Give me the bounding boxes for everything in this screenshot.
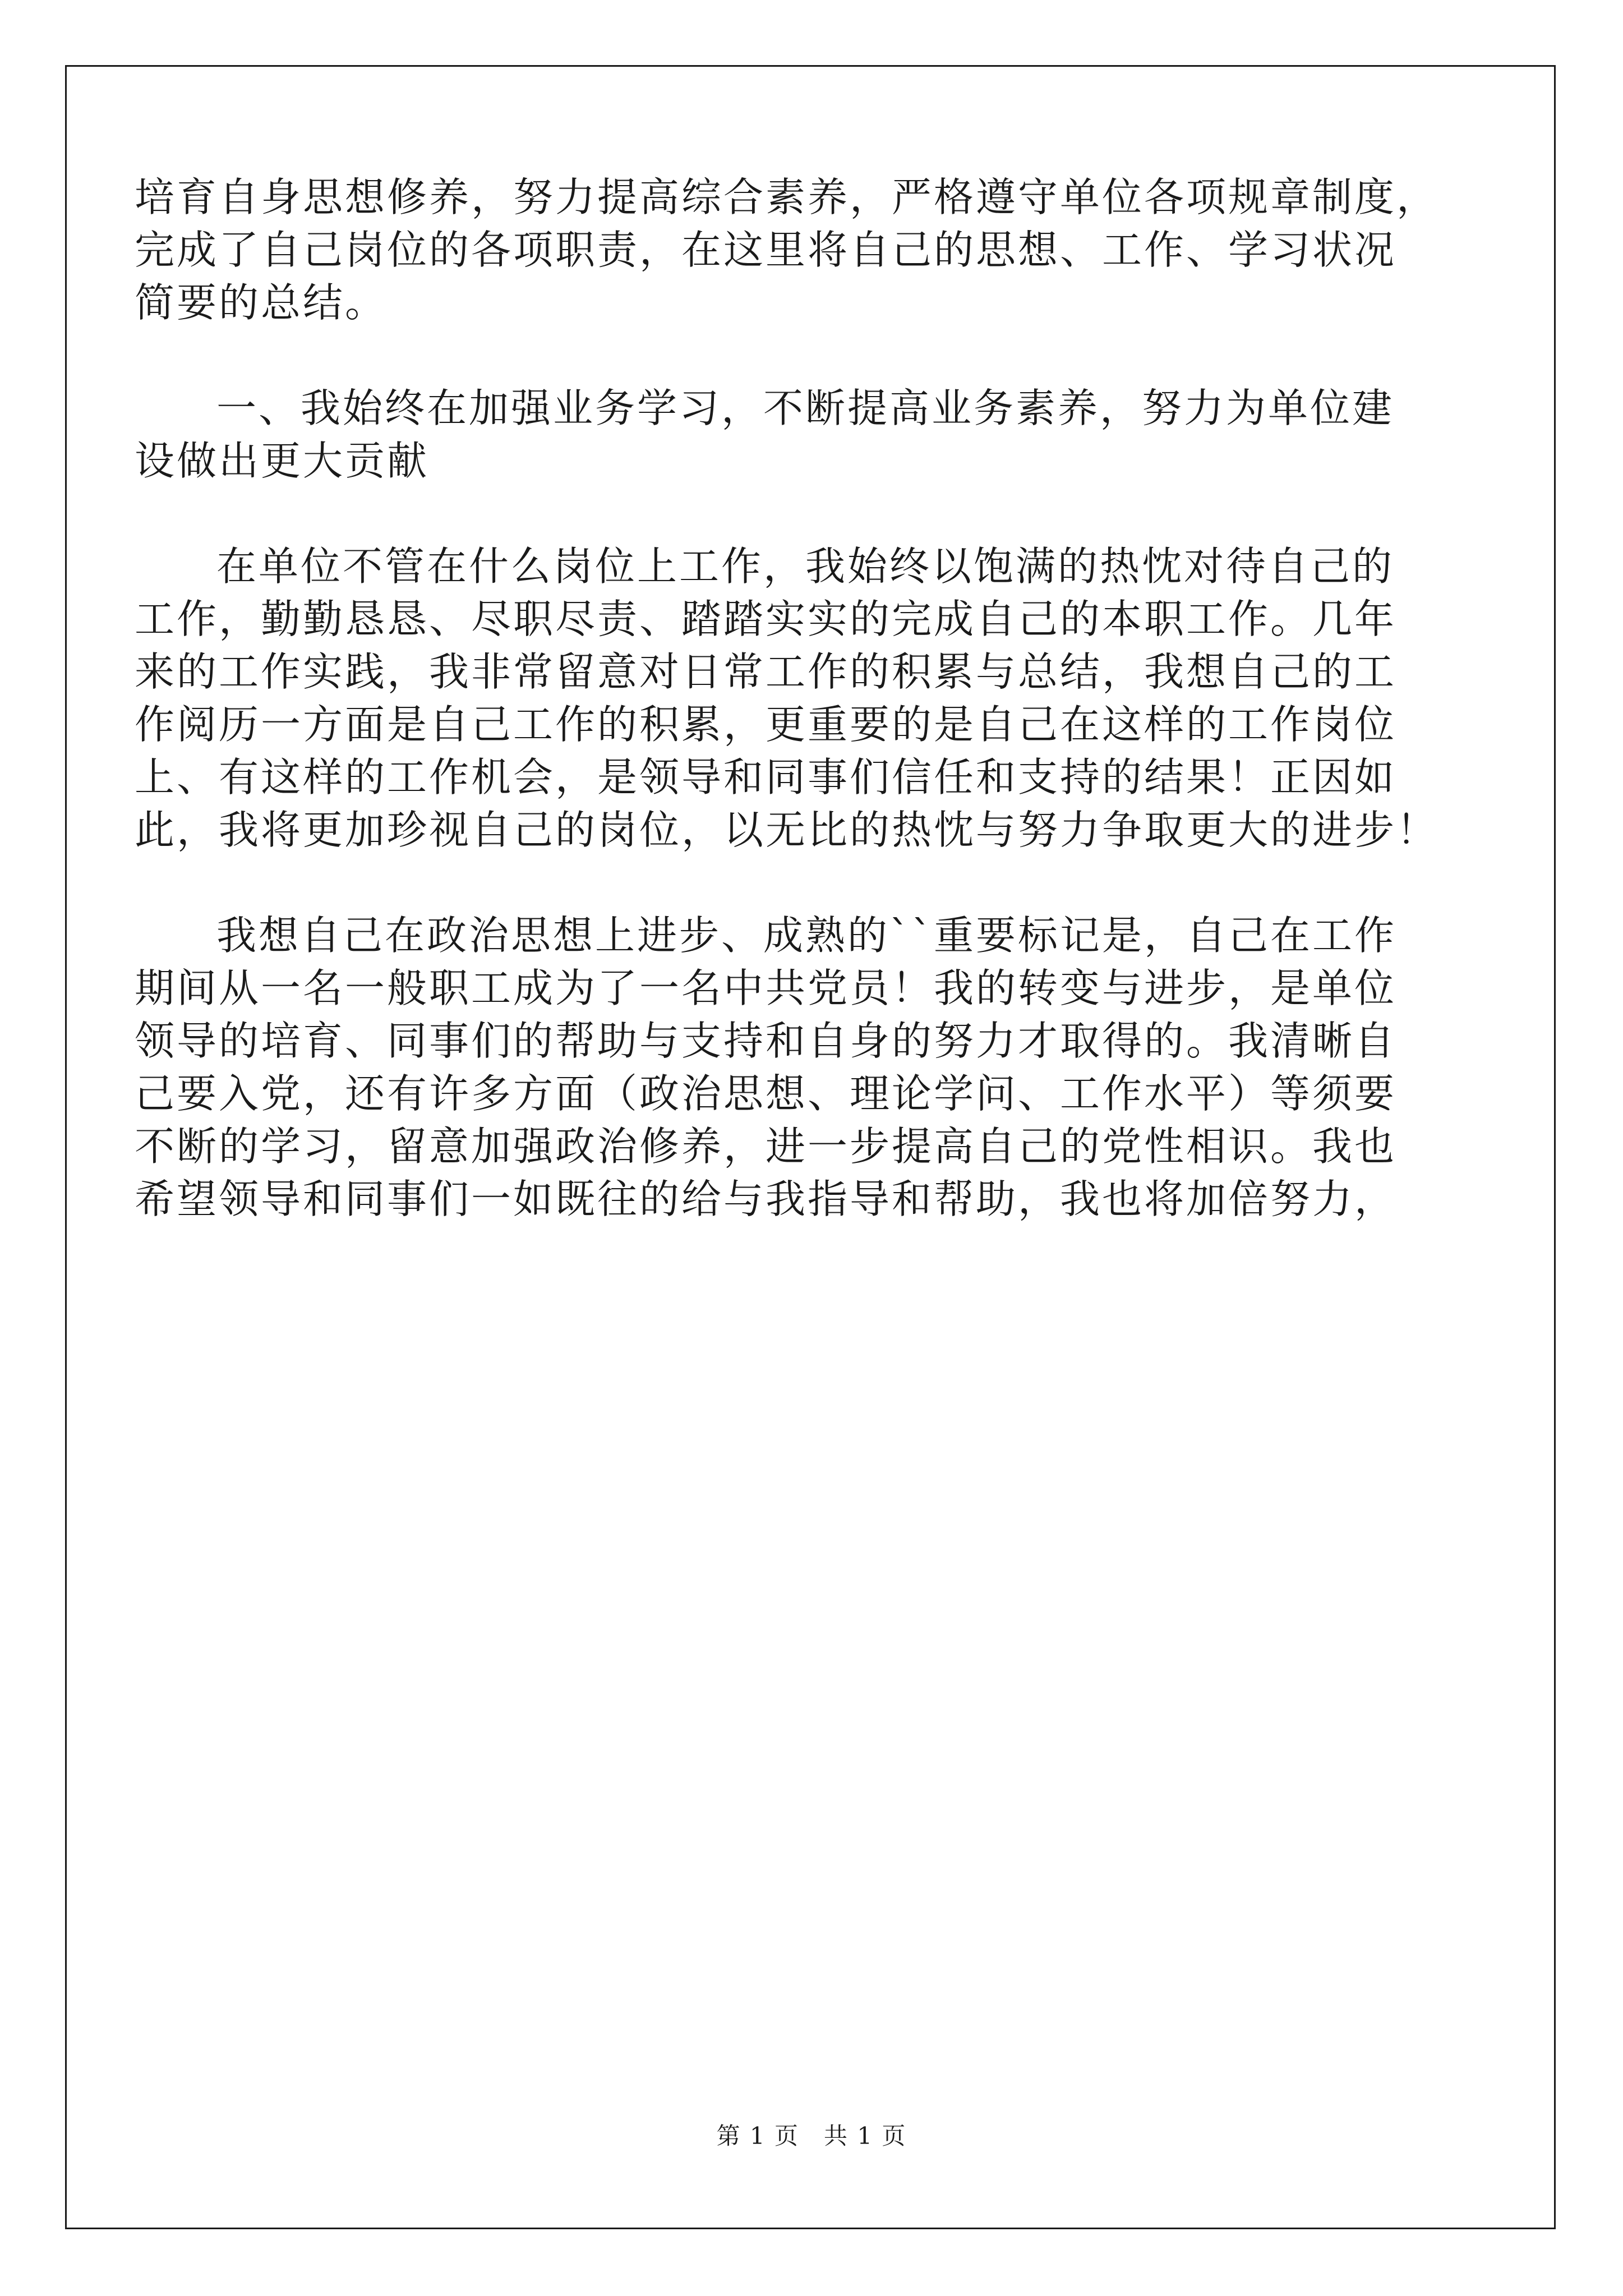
page-number-footer: 第 1 页 共 1 页 — [716, 2122, 907, 2150]
text-line: 不断的学习，留意加强政治修养，进一步提高自己的党性相识。我也 — [135, 1123, 1397, 1170]
document-body — [135, 171, 1441, 1226]
text-line: 期间从一名一般职工成为了一名中共党员！我的转变与进步，是单位 — [135, 965, 1397, 1011]
text-line: 我想自己在政治思想上进步、成熟的``重要标记是，自己在工作 — [216, 912, 1397, 959]
section-heading-line: 一、我始终在加强业务学习，不断提高业务素养，努力为单位建 — [216, 385, 1395, 431]
text-line: 己要入党，还有许多方面（政治思想、理论学问、工作水平）等须要 — [135, 1070, 1397, 1117]
text-line: 来的工作实践，我非常留意对日常工作的积累与总结，我想自己的工 — [135, 648, 1397, 695]
section-heading-line: 设做出更大贡献 — [135, 438, 430, 484]
text-line: 工作，勤勤恳恳、尽职尽责、踏踏实实的完成自己的本职工作。几年 — [135, 596, 1397, 642]
text-line: 简要的总结。 — [135, 279, 388, 326]
text-line: 培育自身思想修养，努力提高综合素养，严格遵守单位各项规章制度， — [135, 174, 1439, 220]
text-line: 领导的培育、同事们的帮助与支持和自身的努力才取得的。我清晰自 — [135, 1018, 1397, 1064]
text-line: 上、有这样的工作机会，是领导和同事们信任和支持的结果！正因如 — [135, 754, 1397, 800]
text-line: 在单位不管在什么岗位上工作，我始终以饱满的热忱对待自己的 — [216, 543, 1395, 590]
text-line: 完成了自己岗位的各项职责，在这里将自己的思想、工作、学习状况 — [135, 227, 1397, 273]
text-line: 希望领导和同事们一如既往的给与我指导和帮助，我也将加倍努力， — [135, 1176, 1397, 1222]
text-line: 作阅历一方面是自己工作的积累，更重要的是自己在这样的工作岗位 — [135, 701, 1397, 748]
text-line: 此，我将更加珍视自己的岗位，以无比的热忱与努力争取更大的进步！ — [135, 807, 1439, 853]
